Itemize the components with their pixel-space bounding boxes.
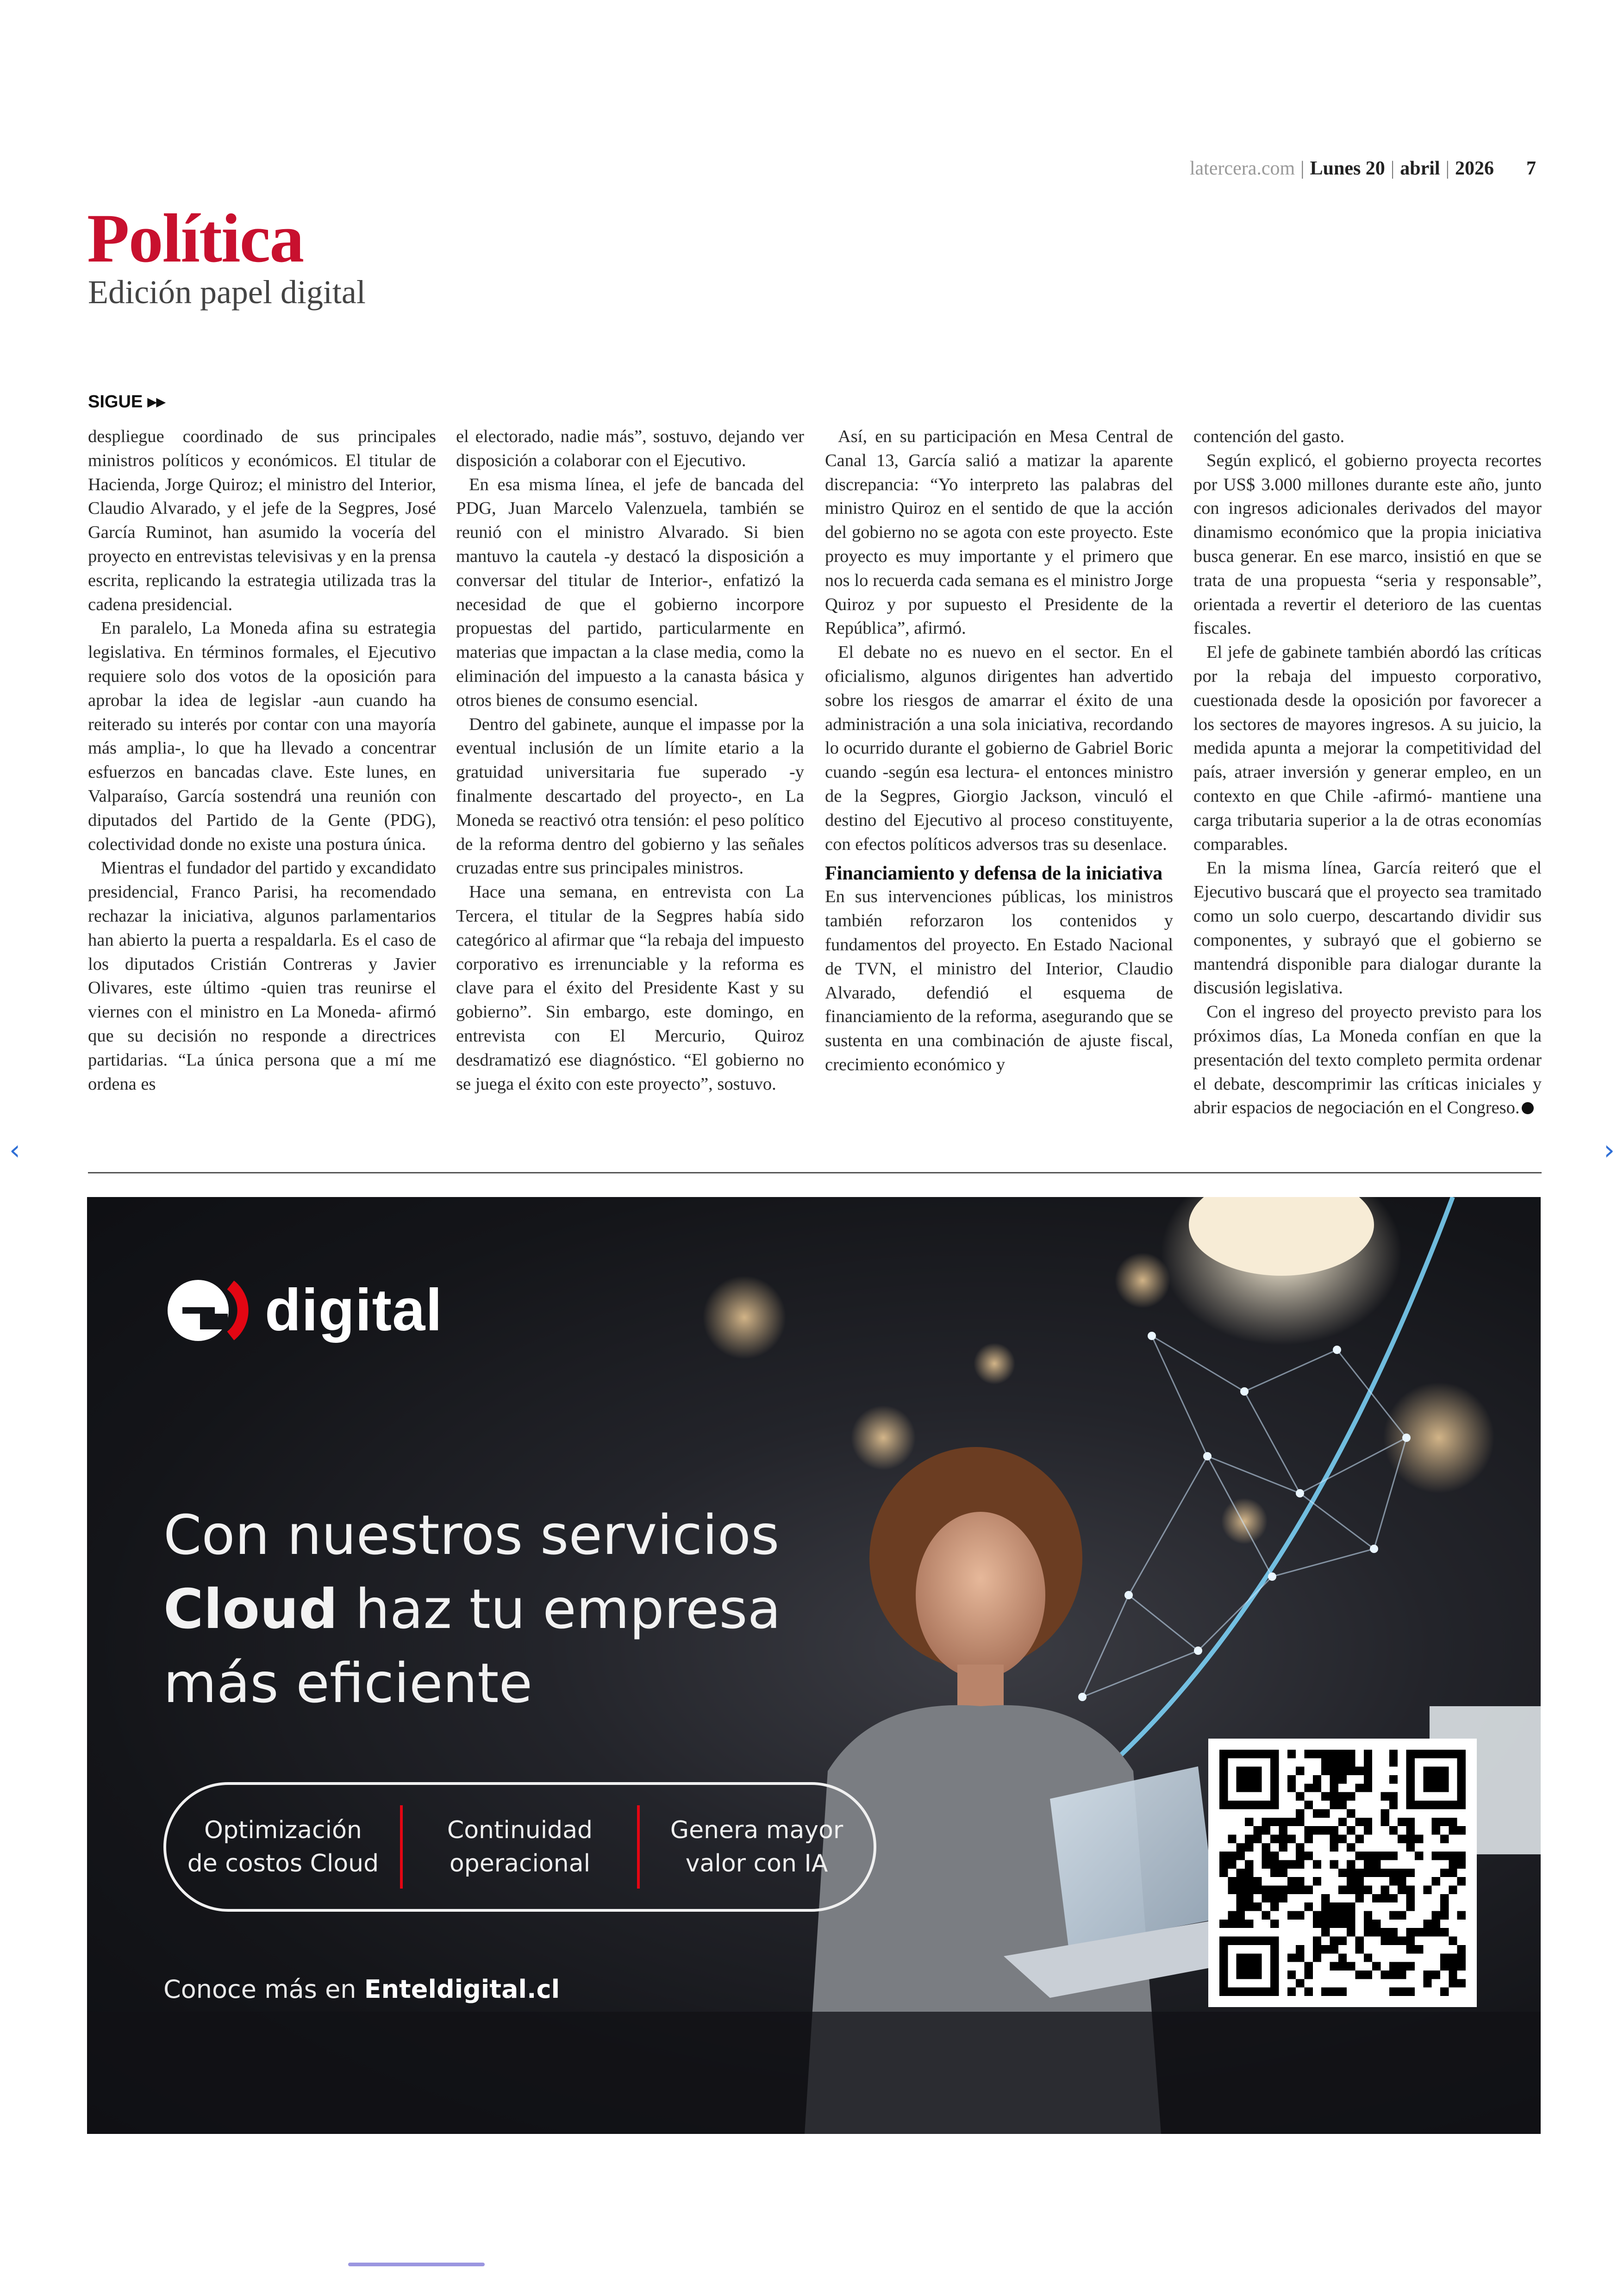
headline-line-1: Con nuestros servicios <box>163 1503 780 1567</box>
edition-subtitle: Edición papel digital <box>88 274 366 311</box>
feature-line: Continuidad <box>447 1816 593 1844</box>
paragraph: contención del gasto. <box>1193 427 1345 446</box>
end-mark-icon <box>1522 1102 1534 1114</box>
page-number: 7 <box>1526 158 1536 179</box>
site-name[interactable]: latercera.com <box>1189 158 1295 179</box>
paragraph: Hace una semana, en entrevista con La Tercera, el titular de la Segpres había sido categórico al afirmar que “la rebaja del impuesto corporativo es irrenunciable y la reforma es clave para el éxito del Presidente Kast y su gobierno”. Sin embargo, este domingo, en entrevista con El Mercurio, Quiroz desdramatizó ese diagnóstico. “El gobierno no se juega el éxito con este proyecto”, sostuvo. <box>456 882 804 1094</box>
headline-emphasis: Cloud <box>163 1577 338 1641</box>
paragraph: En la misma línea, García reiteró que el Ejecutivo buscará que el proyecto sea tramitado como un solo cuerpo, descartando dividir sus componentes, y subrayó que el gobierno se mantendrá disponible para dialogar durante la discusión legislativa. <box>1193 858 1542 998</box>
ad-headline <box>163 1498 781 1720</box>
bokeh-light <box>974 1343 1015 1384</box>
date-day: Lunes 20 <box>1310 158 1385 179</box>
cta-prefix: Conoce más en <box>163 1975 364 2004</box>
header-meta: latercera.com | Lunes 20 | abril | 2026 7 <box>1189 158 1536 179</box>
ad-call-to-action[interactable] <box>163 1975 560 2004</box>
feature-line: valor con IA <box>685 1850 828 1877</box>
paragraph: despliegue coordinado de sus principales ministros políticos y económicos. El titular de Hacienda, Jorge Quiroz; el ministro del Interior, Claudio Alvarado, y el jefe de la Segpres, José García Ruminot, han asumido la vocería del proyecto en entrevistas televisivas y en la prensa escrita, replicando la estrategia utilizada tras la cadena presidencial. <box>88 427 436 614</box>
article-column-3 <box>825 425 1173 1152</box>
paragraph: Dentro del gabinete, aunque el impasse por la eventual inclusión de un límite etario a la gratuidad universitaria fue superado -y finalmente descartado del proyecto-, en La Moneda se reactivó otra tensión: el peso político de la reforma dentro del gobierno y las señales cruzadas entre sus principales ministros. <box>456 714 804 878</box>
feature-continuity <box>403 1814 637 1880</box>
section-divider <box>88 1172 1542 1173</box>
pill-divider <box>637 1805 640 1889</box>
article-column-2 <box>456 425 804 1152</box>
paragraph-last <box>1193 1000 1542 1120</box>
brand-logo[interactable] <box>161 1271 443 1350</box>
next-page-icon[interactable]: › <box>1604 1134 1615 1166</box>
headline-line-2 <box>163 1572 781 1646</box>
paragraph: el electorado, nadie más”, sostuvo, dejando ver disposición a colaborar con el Ejecutivo. <box>456 427 804 470</box>
paragraph: Mientras el fundador del partido y excandidato presidencial, Franco Parisi, ha recomendado rechazar la iniciativa, algunos parlamentarios han abierto la puerta a respaldarla. Es el caso de los diputados Cristián Contreras y Javier Olivares, este último -quien tras reunirse el viernes con el ministro en La Moneda- afirmó que su decisión no responde a directrices partidarias. “La única persona que a mí me ordena es <box>88 858 436 1094</box>
scroll-indicator[interactable] <box>348 2263 485 2266</box>
paragraph: El jefe de gabinete también abordó las críticas por la rebaja del impuesto corporativo, cuestionada desde la oposición por favorecer a los sectores de mayores ingresos. A su juicio, la medida apunta a mejorar la competitividad del país, atraer inversión y generar empleo, en un contexto en que Chile -afirmó- mantiene una carga tributaria superior a la de otras economías comparables. <box>1193 642 1542 854</box>
subheading: Financiamiento y defensa de la iniciativa <box>825 863 1163 885</box>
desk <box>87 2012 1541 2134</box>
feature-line: de costos Cloud <box>187 1850 379 1877</box>
feature-cost-optimization <box>166 1814 400 1880</box>
paragraph: En esa misma línea, el jefe de bancada del PDG, Juan Marcelo Valenzuela, también se reunió con el ministro Alvarado. Si bien mantuvo la cautela -y destacó la disposición a conversar del titular de Interior-, enfatizó la necesidad de que el gobierno incorpore propuestas del partido, particularmente en materias que impactan a la clase media, como la eliminación del impuesto a la canasta básica y otros bienes de consumo esencial. <box>456 474 804 710</box>
qr-code[interactable] <box>1208 1739 1477 2007</box>
paragraph: Así, en su participación en Mesa Central de Canal 13, García salió a matizar la aparente discrepancia: “Yo interpreto las palabras del ministro Quiroz en el sentido de que la acción del gobierno no se agota con este proyecto. Este proyecto es muy importante y el primero que nos lo recuerda cada semana es el ministro Jorge Quiroz y por supuesto el Presidente de la República”, afirmó. <box>825 427 1173 638</box>
feature-line: Optimización <box>204 1816 362 1844</box>
headline-line-3: más eficiente <box>163 1651 533 1715</box>
entel-logo-icon <box>161 1271 254 1350</box>
qr-code-icon <box>1219 1750 1466 1996</box>
section-title: Política <box>87 200 304 277</box>
bokeh-light <box>1221 1498 1268 1544</box>
feature-ai-value <box>640 1814 873 1880</box>
face <box>916 1512 1045 1678</box>
continue-label: SIGUE ▸▸ <box>88 392 165 412</box>
cta-url[interactable]: Enteldigital.cl <box>364 1975 560 2004</box>
previous-page-icon[interactable]: ‹ <box>9 1134 20 1166</box>
bokeh-light <box>851 1405 916 1470</box>
article-column-4 <box>1193 425 1542 1152</box>
paragraph: Según explicó, el gobierno proyecta recortes por US$ 3.000 millones durante este año, junto con ingresos adicionales derivados del mayor dinamismo económico que la propia iniciativa busca generar. En ese marco, insistió en que se trata de una propuesta “seria y responsable”, orientada a revertir el deterioro de las cuentas fiscales. <box>1193 450 1542 638</box>
date-year: 2026 <box>1455 158 1494 179</box>
headline-rest: haz tu empresa <box>337 1577 781 1641</box>
date-month: abril <box>1400 158 1440 179</box>
paragraph: En sus intervenciones públicas, los ministros también reforzaron los contenidos y fundamentos del proyecto. En Estado Nacional de TVN, el ministro del Interior, Claudio Alvarado, defendió el esquema de financiamiento de la reforma, asegurando que se sustenta en una combinación de ajuste fiscal, crecimiento económico y <box>825 887 1173 1074</box>
paragraph: El debate no es nuevo en el sector. En el oficialismo, algunos dirigentes han advertido sobre los riesgos de amarrar el éxito de una administración a una sola iniciativa, recordando lo ocurrido durante el gobierno de Gabriel Boric cuando -según esa lectura- el entonces ministro de la Segpres, Giorgio Jackson, vinculó el destino del Ejecutivo al proceso constituyente, con efectos políticos adversos tras su desenlace. <box>825 642 1173 854</box>
pill-divider <box>400 1805 403 1889</box>
bokeh-light <box>1383 1382 1494 1493</box>
brand-name: digital <box>265 1277 443 1343</box>
article-column-1 <box>88 425 436 1152</box>
paragraph-text: Con el ingreso del proyecto previsto para los próximos días, La Moneda confían en que la presentación del texto completo permita ordenar el debate, descomprimir las críticas iniciales y abrir espacios de negociación en el Congreso. <box>1193 1002 1542 1118</box>
laptop-screen <box>1050 1766 1217 1947</box>
bokeh-light <box>703 1276 786 1359</box>
feature-line: Genera mayor <box>670 1816 843 1844</box>
feature-line: operacional <box>449 1850 591 1877</box>
advertisement-banner[interactable] <box>87 1197 1541 2134</box>
feature-pill <box>163 1782 876 1912</box>
paragraph: En paralelo, La Moneda afina su estrategia legislativa. En términos formales, el Ejecutivo requiere solo dos votos de la oposición para aprobar la idea de legislar -aun cuando ha reiterado su interés por contar con una mayoría más amplia-, lo que ha llevado a concentrar esfuerzos en bancadas clave. Este lunes, en Valparaíso, García sostendrá una reunión con diputados del Partido de la Gente (PDG), colectividad donde no existe una postura única. <box>88 618 436 854</box>
